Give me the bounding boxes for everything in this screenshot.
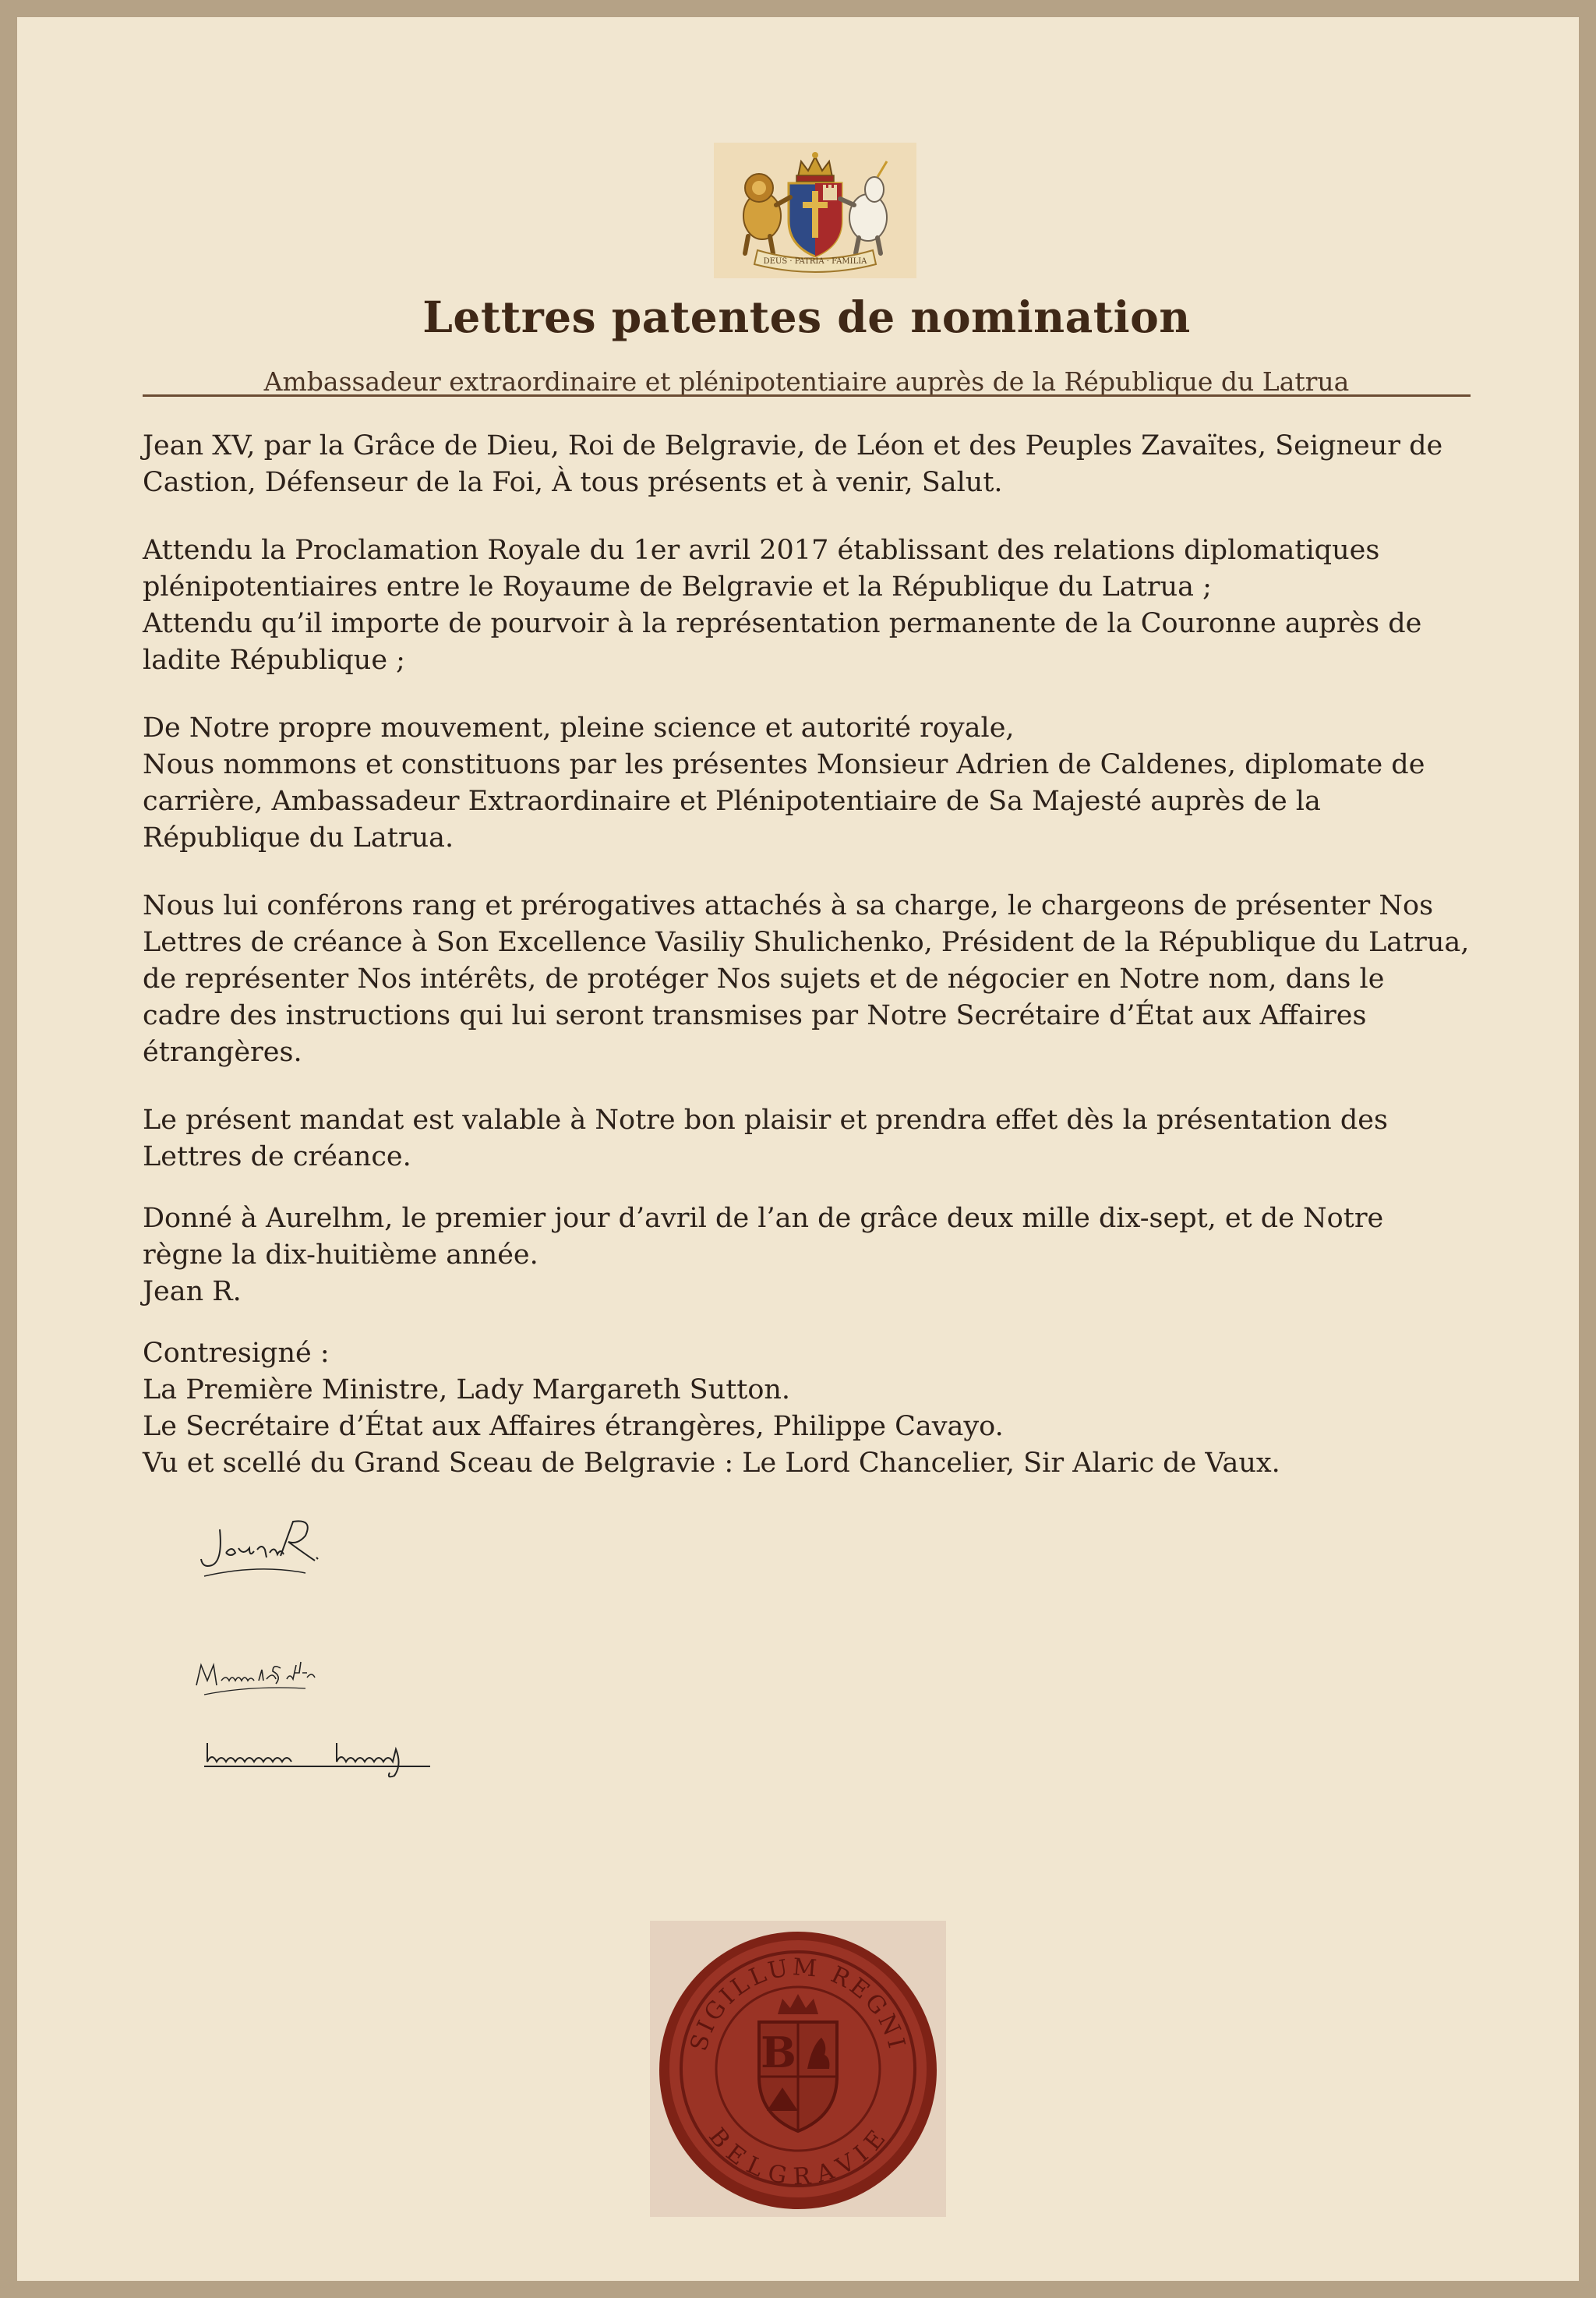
document-page <box>17 17 1579 2281</box>
coat-of-arms-icon <box>714 143 916 278</box>
divider <box>143 394 1471 397</box>
countersigned-label: Contresigné : <box>143 1338 330 1369</box>
document-title: Lettres patentes de nomination <box>422 292 1191 342</box>
given-paragraph: Donné à Aurelhm, le premier jour d’avril de l’an de grâce deux mille dix-sept, et de Notre règne la dix-huitième année. <box>143 1203 1384 1271</box>
validity-paragraph: Le présent mandat est valable à Notre bon plaisir et prendra effet dès la présentation des Lettres de créance. <box>143 1105 1388 1172</box>
whereas-paragraph-2: Attendu qu’il importe de pourvoir à la représentation permanente de la Couronne auprès de ladite République ; <box>143 608 1422 676</box>
shield-icon <box>789 183 842 256</box>
king-signature <box>189 1514 329 1584</box>
appointment-paragraph: Nous nommons et constituons par les présentes Monsieur Adrien de Caldenes, diplomate de carrière, Ambassadeur Extraordinaire et Plénipotentiaire de Sa Majesté auprès de la République du Latrua. <box>143 749 1425 854</box>
countersigner-foreign-secretary: Le Secrétaire d’État aux Affaires étrangères, Philippe Cavayo. <box>143 1411 1004 1442</box>
seal-letter: B <box>761 2028 796 2077</box>
document-body <box>143 428 1471 1482</box>
royal-signature-line: Jean R. <box>143 1276 242 1307</box>
preamble-paragraph: Jean XV, par la Grâce de Dieu, Roi de Belgravie, de Léon et des Peuples Zavaïtes, Seigneur de Castion, Défenseur de la Foi, À tous présents et à venir, Salut. <box>143 430 1443 498</box>
seal-bottom-text: BELGRAVIE <box>703 2123 893 2191</box>
countersigner-prime-minister: La Première Ministre, Lady Margareth Sutton. <box>143 1374 791 1405</box>
crest-motto: DEUS · PATRIA · FAMILIA <box>763 257 867 266</box>
powers-paragraph: Nous lui conférons rang et prérogatives attachés à sa charge, le chargeons de présenter Nos Lettres de créance à Son Excellence Vasiliy Shulichenko, Président de la République du Latrua, de représenter Nos intérêts, de protéger Nos sujets et de négocier en Notre nom, dans le cadre des instructions qui lui seront transmises par Notre Secrétaire d’État aux Affaires étrangères. <box>143 890 1470 1068</box>
countersigner-lord-chancellor: Vu et scellé du Grand Sceau de Belgravie : Le Lord Chancelier, Sir Alaric de Vaux. <box>143 1448 1280 1479</box>
document-subtitle: Ambassadeur extraordinaire et plénipotentiaire auprès de la République du Latrua <box>263 366 1350 397</box>
appointment-intro: De Notre propre mouvement, pleine science et autorité royale, <box>143 712 1015 744</box>
prime-minister-signature <box>189 1654 321 1701</box>
wax-seal-icon <box>650 1921 946 2217</box>
seal-top-text: SIGILLUM REGNI <box>685 1953 911 2055</box>
lord-chancellor-signature <box>189 1732 469 1779</box>
whereas-paragraph-1: Attendu la Proclamation Royale du 1er avril 2017 établissant des relations diplomatiques plénipotentiaires entre le Royaume de Belgravie et la République du Latrua ; <box>143 535 1380 603</box>
wax-seal <box>650 1921 946 2217</box>
